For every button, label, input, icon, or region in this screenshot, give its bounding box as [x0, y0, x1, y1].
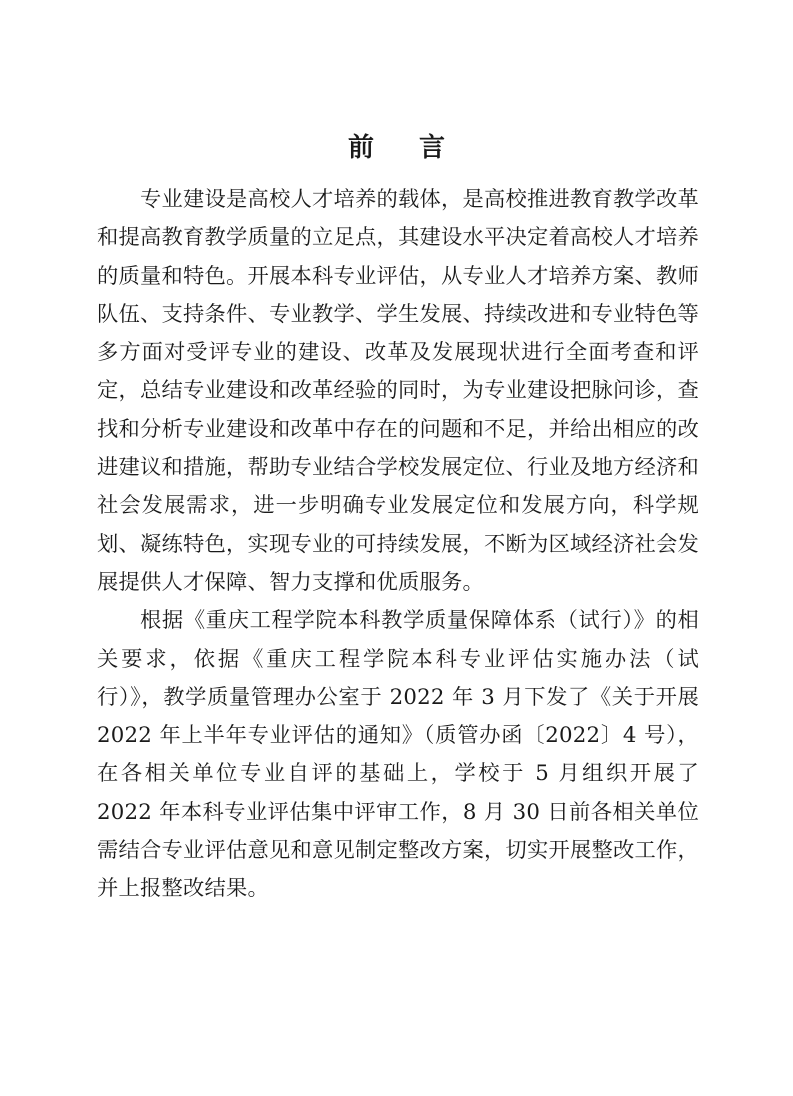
paragraph-1: 专业建设是高校人才培养的载体，是高校推进教育教学改革和提高教育教学质量的立足点，其建设水平决定着高校人才培养的质量和特色。开展本科专业评估，从专业人才培养方案、教师队伍、支持条件、专业教学、学生发展、持续改进和专业特色等多方面对受评专业的建设、改革及发展现状进行全面考查和评定，总结专业建设和改革经验的同时，为专业建设把脉问诊，查找和分析专业建设和改革中存在的问题和不足，并给出相应的改进建议和措施，帮助专业结合学校发展定位、行业及地方经济和社会发展需求，进一步明确专业发展定位和发展方向，科学规划、凝练特色，实现专业的可持续发展，不断为区域经济社会发展提供人才保障、智力支撑和优质服务。 [97, 187, 699, 595]
page-title: 前 言 [347, 133, 464, 163]
paragraph-2: 根据《重庆工程学院本科教学质量保障体系（试行）》的相关要求，依据《重庆工程学院本科专业评估实施办法（试行）》，教学质量管理办公室于 2022 年 3 月下发了《关于开展 2022 年上半年专业评估的通知》（质管办函〔2022〕4 号），在各相关单位专业自评的基础上，学校于 5 月组织开展了 2022 年本科专业评估集中评审工作，8 月 30 日前各相关单位需结合专业评估意见和意见制定整改方案，切实开展整改工作，并上报整改结果。 [97, 608, 699, 902]
document-body [97, 181, 699, 909]
